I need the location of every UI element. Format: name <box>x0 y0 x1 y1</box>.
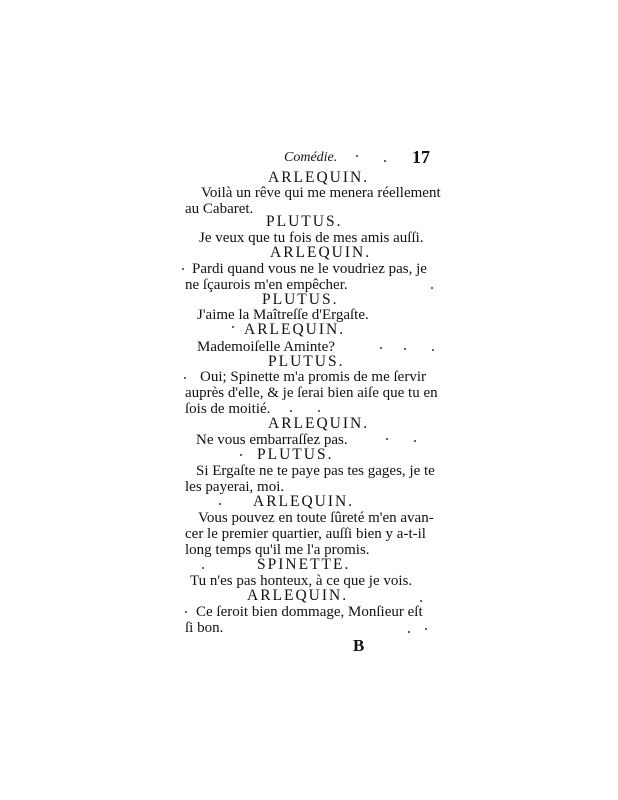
dialogue-line: J'aime la Maîtreſſe d'Ergaſte. <box>197 307 369 323</box>
scan-speck <box>425 628 427 630</box>
speaker-name: ARLEQUIN. <box>270 244 372 261</box>
dialogue-line: Ce ſeroit bien dommage, Monſieur eſt <box>196 604 423 620</box>
scan-speck <box>432 349 434 351</box>
speaker-name: PLUTUS. <box>262 291 339 308</box>
dialogue-line: Si Ergaſte ne te paye pas tes gages, je te <box>196 463 435 479</box>
speaker-name: ARLEQUIN. <box>268 415 370 432</box>
dialogue-line: Tu n'es pas honteux, à ce que je vois. <box>190 573 413 589</box>
dialogue-line: Voilà un rêve qui me menera réellement <box>201 185 441 201</box>
scan-speck <box>380 347 382 349</box>
dialogue-line: long temps qu'il me l'a promis. <box>185 542 370 558</box>
speaker-name: ARLEQUIN. <box>244 321 346 338</box>
scan-speck <box>408 631 410 633</box>
scan-speck <box>384 160 386 162</box>
page-number: 17 <box>412 147 430 167</box>
signature-mark: B <box>353 636 365 655</box>
running-title: Comédie. <box>284 150 338 165</box>
speaker-name: PLUTUS. <box>257 446 334 463</box>
dialogue-line: Pardi quand vous ne le voudriez pas, je <box>192 261 427 277</box>
dialogue-line: cer le premier quartier, auſſi bien y a-t-il <box>185 526 426 542</box>
speaker-name: ARLEQUIN. <box>253 493 355 510</box>
scan-speck <box>185 611 187 613</box>
scan-speck <box>202 567 204 569</box>
dialogue-line: Ne vous embarraſſez pas. <box>196 432 348 448</box>
dialogue-line: au Cabaret. <box>185 201 254 217</box>
scan-speck <box>431 287 433 289</box>
dialogue-line: Vous pouvez en toute ſûreté m'en avan- <box>198 510 434 526</box>
scan-speck <box>184 377 186 379</box>
speaker-name: PLUTUS. <box>268 353 345 370</box>
scan-speck <box>219 503 221 505</box>
scan-speck <box>404 348 406 350</box>
scan-speck <box>290 410 292 412</box>
dialogue-line: ſois de moitié. <box>185 401 271 417</box>
scan-speck <box>356 155 358 157</box>
dialogue-line: les payerai, moi. <box>185 479 285 495</box>
speaker-name: PLUTUS. <box>266 213 343 230</box>
speaker-name: ARLEQUIN. <box>268 169 370 186</box>
scan-speck <box>232 326 234 328</box>
scan-speck <box>386 438 388 440</box>
dialogue-line: ſi bon. <box>185 620 224 636</box>
scan-speck <box>240 454 242 456</box>
scan-speck <box>420 600 422 602</box>
scan-speck <box>318 410 320 412</box>
speaker-name: ARLEQUIN. <box>247 587 349 604</box>
dialogue-line: Mademoiſelle Aminte? <box>197 339 335 355</box>
dialogue-line: Je veux que tu fois de mes amis auſſi. <box>199 230 424 246</box>
dialogue-line: Oui; Spinette m'a promis de me ſervir <box>200 369 426 385</box>
page-header <box>0 148 618 170</box>
scan-speck <box>182 268 184 270</box>
speaker-name: SPINETTE. <box>257 556 351 573</box>
dialogue-line: ne ſçaurois m'en empêcher. <box>185 277 348 293</box>
scan-speck <box>414 440 416 442</box>
dialogue-line: auprès d'elle, & je ſerai bien aiſe que tu en <box>185 385 438 401</box>
